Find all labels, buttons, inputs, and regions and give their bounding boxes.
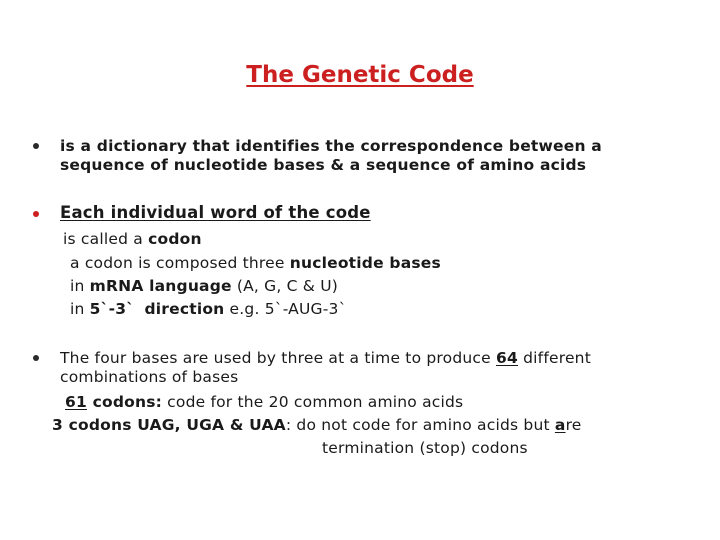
bullet3-line2: combinations of bases xyxy=(60,368,239,386)
bullet-dot-2 xyxy=(33,211,39,217)
bullet1-line2: sequence of nucleotide bases & a sequence of amino acids xyxy=(60,156,587,174)
bullet1-line1: is a dictionary that identifies the correspondence between a xyxy=(60,137,602,155)
bullet2-line3: in mRNA language (A, G, C & U) xyxy=(70,277,338,295)
bullet3-line3: 61 codons: code for the 20 common amino acids xyxy=(65,393,464,411)
bullet2-heading: Each individual word of the code xyxy=(60,203,371,222)
bullet-dot-3 xyxy=(33,355,39,361)
bullet3-line5: termination (stop) codons xyxy=(322,439,528,457)
bullet-dot-1 xyxy=(33,143,39,149)
bullet3-line1: The four bases are used by three at a time to produce 64 different xyxy=(60,349,591,367)
bullet2-line2: a codon is composed three nucleotide bases xyxy=(70,254,441,272)
slide-title: The Genetic Code xyxy=(246,62,474,88)
bullet2-line4: in 5`-3` direction e.g. 5`-AUG-3` xyxy=(70,300,347,318)
bullet3-line4: 3 codons UAG, UGA & UAA: do not code for amino acids but are xyxy=(52,416,582,434)
bullet2-line1: is called a codon xyxy=(63,230,202,248)
